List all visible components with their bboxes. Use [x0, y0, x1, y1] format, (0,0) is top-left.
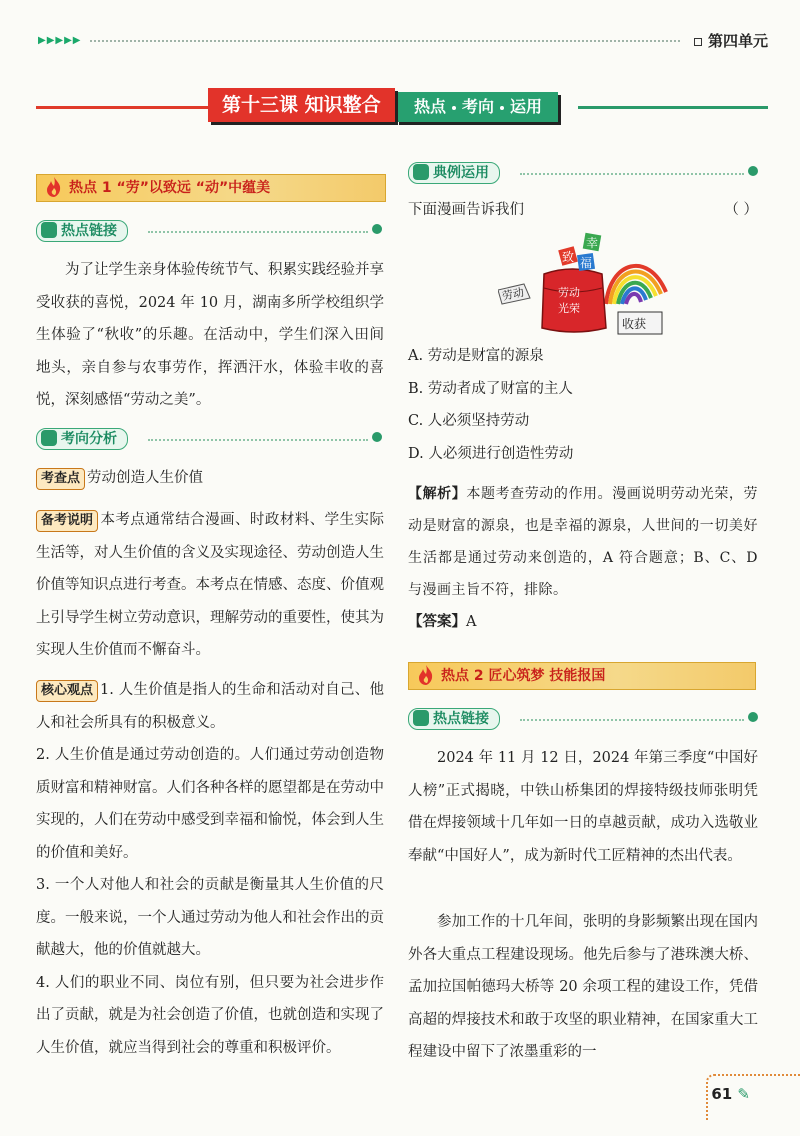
title-line-left	[36, 106, 208, 109]
analysis-subheader: 考向分析	[36, 428, 386, 450]
link2-para-2: 参加工作的十几年间，张明的身影频繁出现在国内外各大重点工程建设现场。他先后参与了港珠澳大桥、孟加拉国帕德玛大桥等 20 余项工程的建设工作，凭借高超的焊接技术和敢于攻坚的职业精神，在国家重大工程建设中留下了浓墨重彩的一	[408, 914, 758, 1060]
end-dot-icon	[372, 432, 382, 442]
svg-text:幸: 幸	[586, 236, 599, 250]
svg-text:福: 福	[580, 256, 593, 270]
question: 下面漫画告诉我们 （ ）	[408, 202, 758, 218]
kaocha-line: 考查点 劳动创造人生价值	[36, 462, 384, 495]
option-d: D. 人必须进行创造性劳动	[408, 445, 574, 462]
page-number: 61 ✎	[711, 1085, 750, 1103]
link2-para-1: 2024 年 11 月 12 日，2024 年第三季度“中国好人榜”正式揭晓，中铁山桥集团的焊接特级技师张明凭借在焊接领域十几年如一日的卓越贡献，成功入选敬业奉献“中国好人”，成为新时代工匠精神的杰出代表。	[408, 750, 758, 864]
title-sub: 热点 考向 运用	[396, 92, 558, 122]
svg-text:光荣: 光荣	[558, 302, 580, 315]
top-decoration	[38, 36, 678, 46]
analysis-text: 【解析】本题考查劳动的作用。漫画说明劳动光荣，劳动是财富的源泉，也是幸福的源泉，人世间的一切美好生活都是通过劳动来创造的，A 符合题意；B、C、D 与漫画主旨不符，排除。	[408, 486, 759, 598]
flame-icon	[43, 176, 65, 198]
end-dot-icon	[748, 166, 758, 176]
link-text: 为了让学生亲身体验传统节气、积累实践经验并享受收获的喜悦，2024 年 10 月，湖南多所学校组织学生体验了“秋收”的乐趣。在活动中，学生们深入田间地头，亲自参与农事劳作，挥洒汗水，体验丰收的喜悦，深刻感悟“劳动之美”。	[36, 262, 384, 408]
option-b: B. 劳动者成了财富的主人	[408, 380, 573, 397]
svg-text:劳动: 劳动	[500, 285, 526, 303]
unit-label: 第四单元	[694, 30, 768, 51]
hot2-header: 热点 2 匠心筑梦 技能报国	[408, 662, 756, 690]
shield-icon	[41, 430, 57, 446]
point-3: 3. 一个人对他人和社会的贡献是衡量其人生价值的尺度。一般来说，一个人通过劳动为他人和社会作出的贡献越大，他的价值就越大。	[36, 877, 384, 958]
svg-text:收获: 收获	[622, 317, 647, 331]
cartoon-illustration	[498, 232, 674, 344]
link2-subheader: 热点链接	[408, 708, 758, 730]
hexin-section	[36, 674, 384, 1064]
point-2: 2. 人生价值是通过劳动创造的。人们通过劳动创造物质财富和精神财富。人们各种各样的愿望都是在劳动中实现的，人们在劳动中感受到幸福和愉悦，体会到人生的价值和美好。	[36, 747, 384, 861]
svg-text:劳动: 劳动	[558, 286, 580, 299]
beikao-para: 备考说明 本考点通常结合漫画、时政材料、学生实际生活等，对人生价值的含义及实现途径、劳动创造人生价值等知识点进行考查。本考点在情感、态度、价值观上引导学生树立劳动意识，理解劳动的重要性，使其为实现人生价值而不懈奋斗。	[36, 512, 384, 658]
page-title: 第十三课 知识整合	[208, 88, 395, 122]
point-1: 核心观点 1. 人生价值是指人的生命和活动对自己、他人和社会所具有的积极意义。	[36, 682, 384, 731]
link-icon	[413, 710, 429, 726]
example-icon	[413, 164, 429, 180]
example-subheader: 典例运用	[408, 162, 758, 184]
square-icon	[694, 38, 702, 46]
title-line-right	[578, 106, 768, 109]
end-dot-icon	[748, 712, 758, 722]
flame-icon	[415, 664, 437, 686]
options-list	[408, 340, 758, 470]
option-c: C. 人必须坚持劳动	[408, 413, 530, 429]
pen-icon: ✎	[737, 1085, 750, 1103]
svg-text:致: 致	[562, 250, 575, 264]
point-4: 4. 人们的职业不同、岗位有别，但只要为社会进步作出了贡献，就是为社会创造了价值，也就创造和实现了人生价值，就应当得到社会的尊重和积极评价。	[36, 974, 384, 1056]
arrow-decoration-icon: ▶▶▶▶▶	[38, 35, 82, 46]
link-subheader: 热点链接	[36, 220, 386, 242]
end-dot-icon	[372, 224, 382, 234]
answer-line: 【答案】A	[408, 614, 477, 630]
link-icon	[41, 222, 57, 238]
hot1-header: 热点 1 “劳”以致远 “动”中蕴美	[36, 174, 386, 202]
option-a: A. 劳动是财富的源泉	[408, 348, 544, 364]
